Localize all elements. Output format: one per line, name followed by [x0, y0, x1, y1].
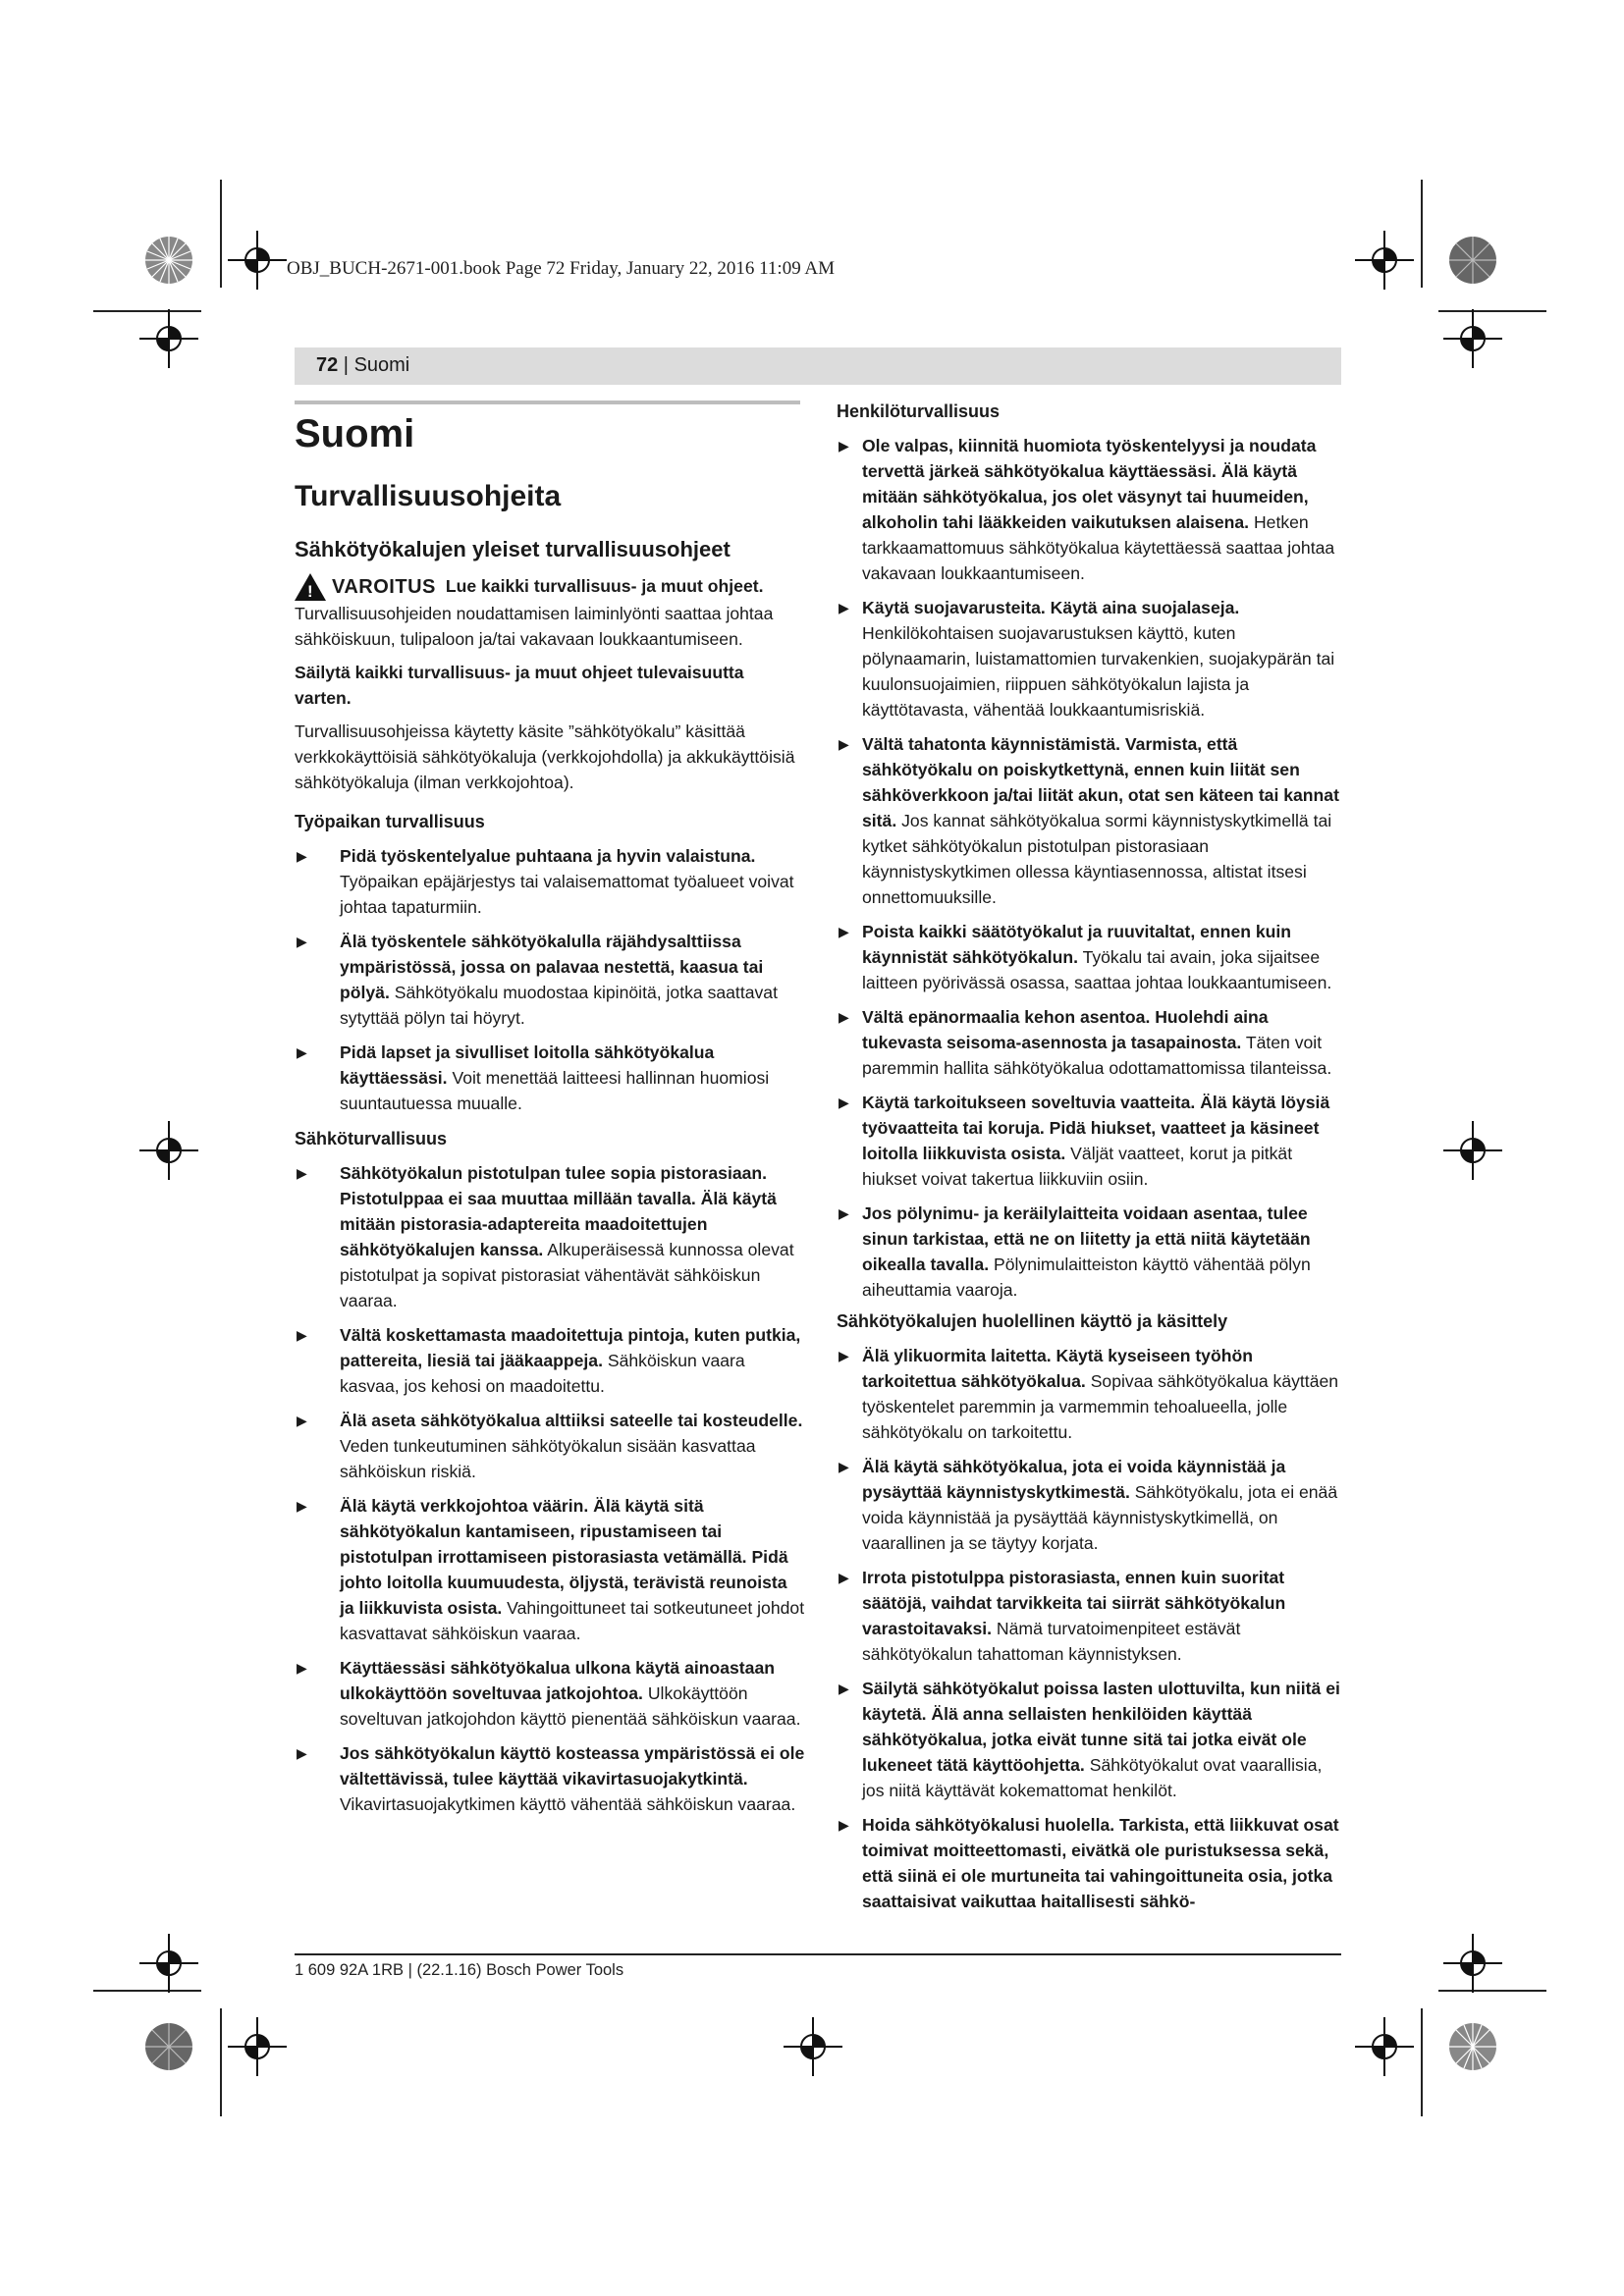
bullet-arrow-icon: ▶ — [297, 1660, 307, 1676]
bullet-bold-text: Älä käytä sähkötyökalua, jota ei voida käynnistää ja pysäyttää käynnistyskytkimestä. — [862, 1457, 1286, 1502]
bullet-arrow-icon: ▶ — [297, 1745, 307, 1761]
bullet-item — [295, 843, 805, 920]
electric-list — [295, 1160, 805, 1817]
bullet-item — [295, 1322, 805, 1399]
bullet-body-text: Työkalu tai avain, joka sijaitsee laitteen pyörivässä osassa, saattaa johtaa loukkaantumiseen. — [862, 947, 1332, 992]
bullet-item — [837, 433, 1347, 586]
bullet-bold-text: Käytä tarkoitukseen soveltuvia vaatteita. Älä käytä löysiä työvaatteita tai koruja. Pidä hiukset, vaatteet ja käsineet loitolla liikkuvista osista. — [862, 1093, 1330, 1163]
bullet-body-text: Henkilökohtaisen suojavarustuksen käyttö, kuten pölynaamarin, luistamattomien turvakenkien, suojakypärän tai kuulonsuojaimien, riippuen sähkötyökalun lajista ja käyttötavasta, vähentää loukkaantumisriskiä. — [862, 623, 1335, 720]
header-section: Suomi — [353, 354, 410, 376]
bullet-item — [837, 731, 1347, 910]
bullet-item — [837, 1004, 1347, 1081]
warning-text: Turvallisuusohjeiden noudattamisen laiminlyönti saattaa johtaa sähköiskuun, tulipaloon ja/tai vakavaan loukkaantumiseen. — [295, 604, 774, 649]
registration-mark-icon — [1443, 309, 1502, 368]
bullet-arrow-icon: ▶ — [839, 1205, 849, 1221]
bullet-item — [837, 1343, 1347, 1445]
warning-paragraph — [295, 573, 805, 652]
bullet-item — [295, 1408, 805, 1484]
bullet-body-text: Täten voit paremmin hallita sähkötyökalua odottamattomissa tilanteissa. — [862, 1033, 1332, 1078]
bullet-bold-text: Säilytä sähkötyökalut poissa lasten ulottuvilta, kun niitä ei käytetä. Älä anna sellaisten henkilöiden käyttää sähkötyökalua, jotka eivät tunne sitä tai jotka eivät ole lukeneet tätä käyttöohjetta. — [862, 1679, 1340, 1775]
bullet-item — [837, 1676, 1347, 1803]
bullet-bold-text: Sähkötyökalun pistotulpan tulee sopia pistorasiaan. Pistotulppaa ei saa muuttaa millään tavalla. Älä käytä mitään pistorasia-adaptereita maadoitettujen sähkötyökalujen kanssa. — [340, 1163, 777, 1259]
bullet-arrow-icon: ▶ — [839, 1095, 849, 1110]
bullet-bold-text: Poista kaikki säätötyökalut ja ruuvitaltat, ennen kuin käynnistät sähkötyökalun. — [862, 922, 1292, 967]
registration-mark-icon — [784, 2017, 842, 2076]
bullet-body-text: Työpaikan epäjärjestys tai valaisemattomat työalueet voivat johtaa tapaturmiin. — [340, 872, 794, 917]
bullet-body-text: Nämä turvatoimenpiteet estävät sähkötyökalun tahattoman käynnistyksen. — [862, 1619, 1241, 1664]
personal-list — [837, 433, 1347, 1303]
section-title: Turvallisuusohjeita — [295, 480, 562, 512]
bullet-bold-text: Jos sähkötyökalun käyttö kosteassa ympäristössä ei ole vältettävissä, tulee käyttää vikavirtasuojakytkintä. — [340, 1743, 805, 1789]
bullet-body-text: Väljät vaatteet, korut ja pitkät hiukset voivat takertua liikkuviin osiin. — [862, 1144, 1293, 1189]
page-number: 72 — [316, 354, 339, 376]
general-heading: Sähkötyökalujen yleiset turvallisuusohjeet — [295, 537, 731, 561]
bullet-bold-text: Älä käytä verkkojohtoa väärin. Älä käytä sitä sähkötyökalun kantamiseen, ripustamiseen tai pistotulpan irrottamiseen pistorasiasta vetämällä. Pidä johto loitolla kuumuudesta, öljystä, terävistä reunoista ja liikkuvista osista. — [340, 1496, 788, 1618]
bullet-item — [295, 1160, 805, 1313]
bullet-body-text: Veden tunkeutuminen sähkötyökalun sisään kasvattaa sähköiskun riskiä. — [340, 1436, 756, 1481]
bullet-arrow-icon: ▶ — [297, 1327, 307, 1343]
page-header: 72 | Suomi — [316, 354, 410, 376]
bullet-item — [837, 1565, 1347, 1667]
bullet-arrow-icon: ▶ — [839, 1459, 849, 1474]
color-wheel-icon — [1448, 236, 1497, 285]
bullet-item — [295, 929, 805, 1031]
header-band — [295, 347, 1341, 385]
work-area-heading: Työpaikan turvallisuus — [295, 812, 485, 831]
bullet-arrow-icon: ▶ — [839, 438, 849, 454]
footer-rule — [295, 1953, 1341, 1955]
bullet-arrow-icon: ▶ — [839, 924, 849, 939]
bullet-body-text: Hetken tarkkaamattomuus sähkötyökalua käytettäessä saattaa johtaa vakavaan loukkaantumiseen. — [862, 512, 1335, 583]
work-area-list — [295, 843, 805, 1116]
bullet-arrow-icon: ▶ — [839, 1817, 849, 1833]
warning-bold: Lue kaikki turvallisuus- ja muut ohjeet. — [445, 576, 764, 596]
right-column — [837, 399, 1347, 1914]
bullet-bold-text: Vältä epänormaalia kehon asentoa. Huolehdi aina tukevasta seisoma-asennosta ja tasapainosta. — [862, 1007, 1269, 1052]
bullet-bold-text: Käyttäessäsi sähkötyökalua ulkona käytä ainoastaan ulkokäyttöön soveltuvaa jatkojohtoa. — [340, 1658, 775, 1703]
bullet-bold-text: Pidä lapset ja sivulliset loitolla sähkötyökalua käyttäessäsi. — [340, 1042, 715, 1088]
electric-heading: Sähköturvallisuus — [295, 1129, 448, 1148]
bullet-bold-text: Vältä tahatonta käynnistämistä. Varmista, että sähkötyökalu on poiskytkettynä, ennen kuin liität sen sähköverkkoon ja/tai liität akun, otat sen käteen tai kannat sitä. — [862, 734, 1339, 830]
bullet-item — [837, 595, 1347, 722]
bullet-item — [837, 919, 1347, 995]
bullet-arrow-icon: ▶ — [839, 1009, 849, 1025]
bullet-body-text: Ulkokäyttöön soveltuvan jatkojohdon käyttö pienentää sähköiskun vaaraa. — [340, 1683, 801, 1729]
bullet-arrow-icon: ▶ — [297, 1044, 307, 1060]
bullet-bold-text: Käytä suojavarusteita. Käytä aina suojalaseja. — [862, 598, 1240, 617]
bullet-body-text: Sähkötyökalu, jota ei enää voida käynnistää ja pysäyttää käynnistyskytkimellä, on vaarallinen ja se täytyy korjata. — [862, 1482, 1338, 1553]
registration-mark-icon — [1443, 1934, 1502, 1993]
registration-mark-icon — [228, 2017, 287, 2076]
bullet-bold-text: Älä aseta sähkötyökalua alttiiksi sateelle tai kosteudelle. — [340, 1411, 803, 1430]
bullet-arrow-icon: ▶ — [297, 934, 307, 949]
registration-mark-icon — [228, 231, 287, 290]
bullet-item — [295, 1040, 805, 1116]
bullet-body-text: Vikavirtasuojakytkimen käyttö vähentää sähköiskun vaaraa. — [340, 1794, 796, 1814]
bullet-arrow-icon: ▶ — [297, 848, 307, 864]
bullet-bold-text: Irrota pistotulppa pistorasiasta, ennen kuin suoritat säätöjä, vaihdat tarvikkeita tai siirrät sähkötyökalun varastoitavaksi. — [862, 1568, 1286, 1638]
bullet-arrow-icon: ▶ — [297, 1498, 307, 1514]
left-column — [295, 410, 805, 1817]
bullet-item — [295, 1740, 805, 1817]
bullet-bold-text: Ole valpas, kiinnitä huomiota työskentelyysi ja noudata tervettä järkeä sähkötyökalua käyttäessäsi. Älä käytä mitään sähkötyökalua, jos olet väsynyt tai huumeiden, alkoholin tahi lääkkeiden vaikutuksen alaisena. — [862, 436, 1317, 532]
bullet-arrow-icon: ▶ — [297, 1413, 307, 1428]
bullet-item — [837, 1201, 1347, 1303]
bullet-arrow-icon: ▶ — [839, 1681, 849, 1696]
color-wheel-icon — [144, 2022, 193, 2071]
color-wheel-icon — [144, 236, 193, 285]
registration-mark-icon — [139, 1121, 198, 1180]
bullet-bold-text: Jos pölynimu- ja keräilylaitteita voidaan asentaa, tulee sinun tarkistaa, että ne on liitetty ja että niitä käytetään oikealla tavalla. — [862, 1203, 1311, 1274]
bullet-bold-text: Hoida sähkötyökalusi huolella. Tarkista, että liikkuvat osat toimivat moitteettomasti, eivätkä ole puristuksessa sekä, että siinä ei ole murtuneita tai vahingoittuneita osia, jotka saattaisivat vaikuttaa haitallisesti sähkö- — [862, 1815, 1339, 1911]
registration-mark-icon — [139, 1934, 198, 1993]
bullet-arrow-icon: ▶ — [839, 1348, 849, 1363]
personal-heading: Henkilöturvallisuus — [837, 401, 1001, 421]
page-footer: 1 609 92A 1RB | (22.1.16) Bosch Power Tools — [295, 1961, 624, 1979]
bullet-body-text: Pölynimulaitteiston käyttö vähentää pölyn aiheuttamia vaaroja. — [862, 1255, 1311, 1300]
bullet-body-text: Jos kannat sähkötyökalua sormi käynnistyskytkimellä tai kytket sähkötyökalun pistotulpan pistorasiaan käynnistyskytkimen ollessa käyntiasennossa, altistat itsesi onnettomuuksille. — [862, 811, 1332, 907]
bullet-item — [837, 1454, 1347, 1556]
bullet-item — [295, 1493, 805, 1646]
bullet-arrow-icon: ▶ — [839, 1570, 849, 1585]
bullet-body-text: Sähkötyökalu muodostaa kipinöitä, jotka saattavat sytyttää pölyn tai höyryt. — [340, 983, 778, 1028]
bullet-body-text: Sähkötyökalut ovat vaarallisia, jos niitä käyttävät kokemattomat henkilöt. — [862, 1755, 1323, 1800]
bullet-bold-text: Vältä koskettamasta maadoitettuja pintoja, kuten putkia, pattereita, liesiä tai jääkaappeja. — [340, 1325, 801, 1370]
registration-mark-icon — [1355, 2017, 1414, 2076]
bullet-bold-text: Älä ylikuormita laitetta. Käytä kyseiseen työhön tarkoitettua sähkötyökalua. — [862, 1346, 1253, 1391]
bullet-bold-text: Älä työskentele sähkötyökalulla räjähdysalttiissa ympäristössä, jossa on palavaa nestettä, kaasua tai pölyä. — [340, 932, 764, 1002]
bullet-arrow-icon: ▶ — [297, 1165, 307, 1181]
warning-label: VAROITUS — [332, 576, 436, 598]
print-header: OBJ_BUCH-2671-001.book Page 72 Friday, January 22, 2016 11:09 AM — [287, 258, 836, 279]
bullet-body-text: Voit menettää laitteesi hallinnan huomiosi suuntautuessa muualle. — [340, 1068, 770, 1113]
bullet-body-text: Sopivaa sähkötyökalua käyttäen työskentelet paremmin ja varmemmin tehoalueella, jolle sähkötyökalu on tarkoitettu. — [862, 1371, 1339, 1442]
bullet-arrow-icon: ▶ — [839, 600, 849, 615]
definition-text: Turvallisuusohjeissa käytetty käsite ”sähkötyökalu” käsittää verkkokäyttöisiä sähkötyökaluja (verkkojohdolla) ja akkukäyttöisiä sähkötyökaluja (ilman verkkojohtoa). — [295, 721, 795, 792]
registration-mark-icon — [139, 309, 198, 368]
warning-badge — [295, 573, 436, 601]
registration-mark-icon — [1355, 231, 1414, 290]
color-wheel-icon — [1448, 2022, 1497, 2071]
careful-list — [837, 1343, 1347, 1914]
bullet-body-text: Vahingoittuneet tai sotkeutuneet johdot kasvattavat sähköiskun vaaraa. — [340, 1598, 805, 1643]
keep-instructions: Säilytä kaikki turvallisuus- ja muut ohjeet tulevaisuutta varten. — [295, 663, 744, 708]
bullet-body-text: Sähköiskun vaara kasvaa, jos kehosi on maadoitettu. — [340, 1351, 745, 1396]
bullet-item — [837, 1812, 1347, 1914]
bullet-arrow-icon: ▶ — [839, 736, 849, 752]
bullet-bold-text: Pidä työskentelyalue puhtaana ja hyvin valaistuna. — [340, 846, 756, 866]
registration-mark-icon — [1443, 1121, 1502, 1180]
warning-icon: ! — [295, 573, 326, 601]
careful-heading: Sähkötyökalujen huolellinen käyttö ja käsittely — [837, 1311, 1228, 1331]
bullet-item — [837, 1090, 1347, 1192]
title-rule — [295, 400, 800, 404]
bullet-body-text: Alkuperäisessä kunnossa olevat pistotulpat ja sopivat pistorasiat vähentävät sähköiskun vaaraa. — [340, 1240, 794, 1310]
page-title: Suomi — [295, 412, 415, 455]
bullet-item — [295, 1655, 805, 1732]
